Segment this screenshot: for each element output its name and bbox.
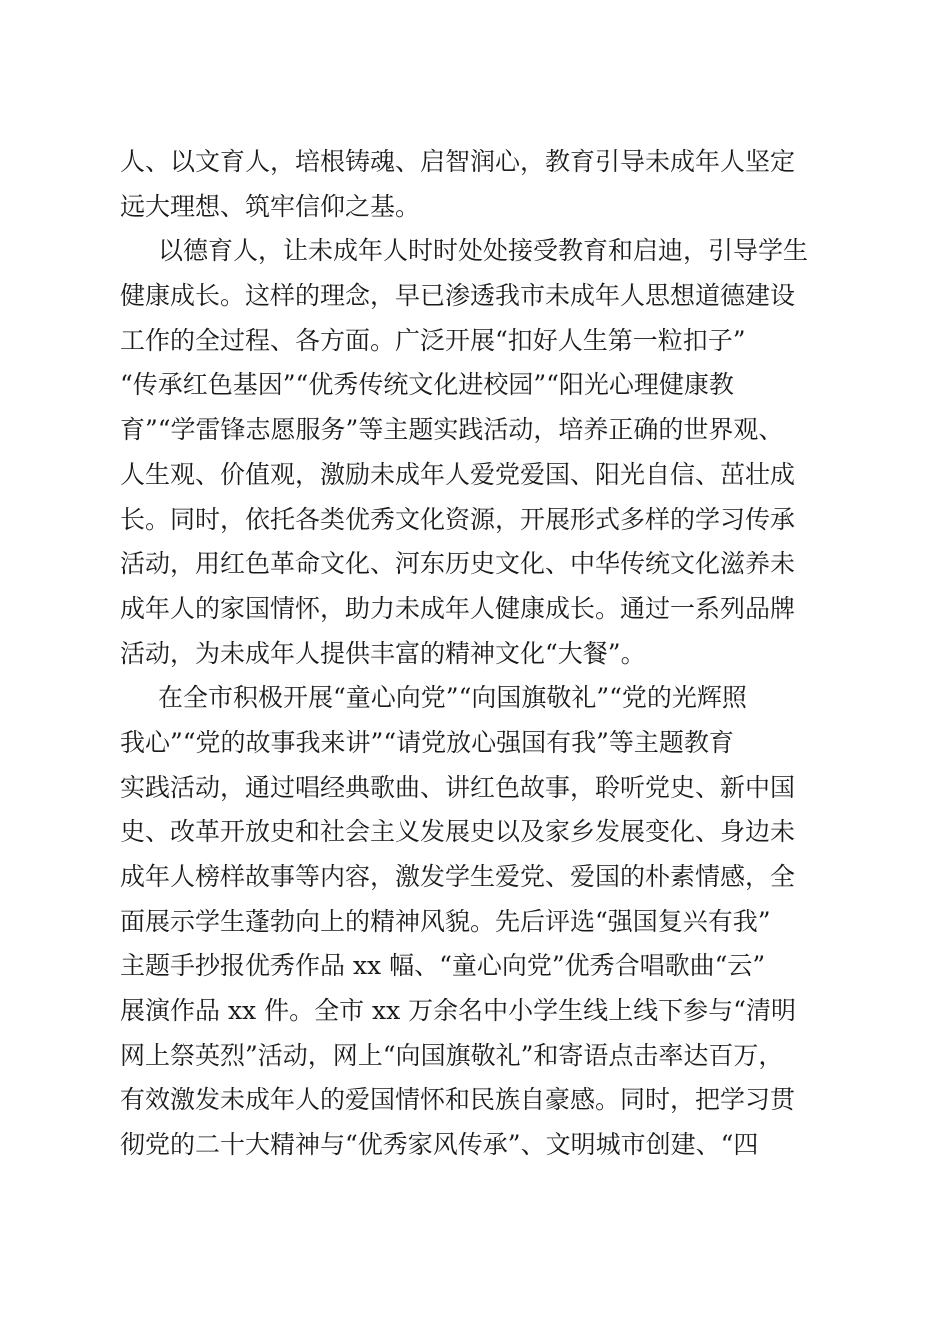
text-line: 展演作品 xx 件。全市 xx 万余名中小学生线上线下参与“清明 (120, 996, 796, 1026)
text-line: 活动，为未成年人提供丰富的精神文化“大餐”。 (120, 638, 646, 668)
text-line: 网上祭英烈”活动，网上“向国旗敬礼”和寄语点击率达百万， (120, 1040, 784, 1070)
text-line: 活动，用红色革命文化、河东历史文化、中华传统文化滋养未 (120, 549, 796, 579)
text-line: “传承红色基因”“优秀传统文化进校园”“阳光心理健康教 (120, 370, 734, 400)
text-line: 面展示学生蓬勃向上的精神风貌。先后评选“强国复兴有我” (120, 906, 771, 936)
text-line: 长。同时，依托各类优秀文化资源，开展形式多样的学习传承 (120, 504, 796, 534)
text-line: 史、改革开放史和社会主义发展史以及家乡发展变化、身边未 (120, 817, 796, 847)
text-line: 以德育人，让未成年人时时处处接受教育和启迪，引导学生 (158, 236, 809, 266)
text-line: 在全市积极开展“童心向党”“向国旗敬礼”“党的光辉照 (158, 683, 747, 713)
text-line: 工作的全过程、各方面。广泛开展“扣好人生第一粒扣子” (120, 325, 746, 355)
text-line: 人、以文育人，培根铸魂、启智润心，教育引导未成年人坚定 (120, 147, 796, 176)
text-line: 主题手抄报优秀作品 xx 幅、“童心向党”优秀合唱歌曲“云” (120, 951, 766, 981)
text-line: 有效激发未成年人的爱国情怀和民族自豪感。同时，把学习贯 (120, 1085, 796, 1115)
text-line: 我心”“党的故事我来讲”“请党放心强国有我”等主题教育 (120, 727, 734, 757)
text-line: 成年人的家国情怀，助力未成年人健康成长。通过一系列品牌 (120, 593, 796, 623)
text-line: 育”“学雷锋志愿服务”等主题实践活动，培养正确的世界观、 (120, 415, 784, 445)
text-line: 实践活动，通过唱经典歌曲、讲红色故事，聆听党史、新中国 (120, 772, 796, 802)
body-text (120, 140, 830, 1168)
text-line: 彻党的二十大精神与“优秀家风传承”、文明城市创建、“四 (120, 1130, 759, 1160)
text-line: 健康成长。这样的理念，早已渗透我市未成年人思想道德建设 (120, 281, 796, 311)
text-line: 人生观、价值观，激励未成年人爱党爱国、阳光自信、茁壮成 (120, 459, 796, 489)
text-line: 成年人榜样故事等内容，激发学生爱党、爱国的朴素情感，全 (120, 862, 796, 891)
text-line: 远大理想、筑牢信仰之基。 (120, 191, 421, 221)
